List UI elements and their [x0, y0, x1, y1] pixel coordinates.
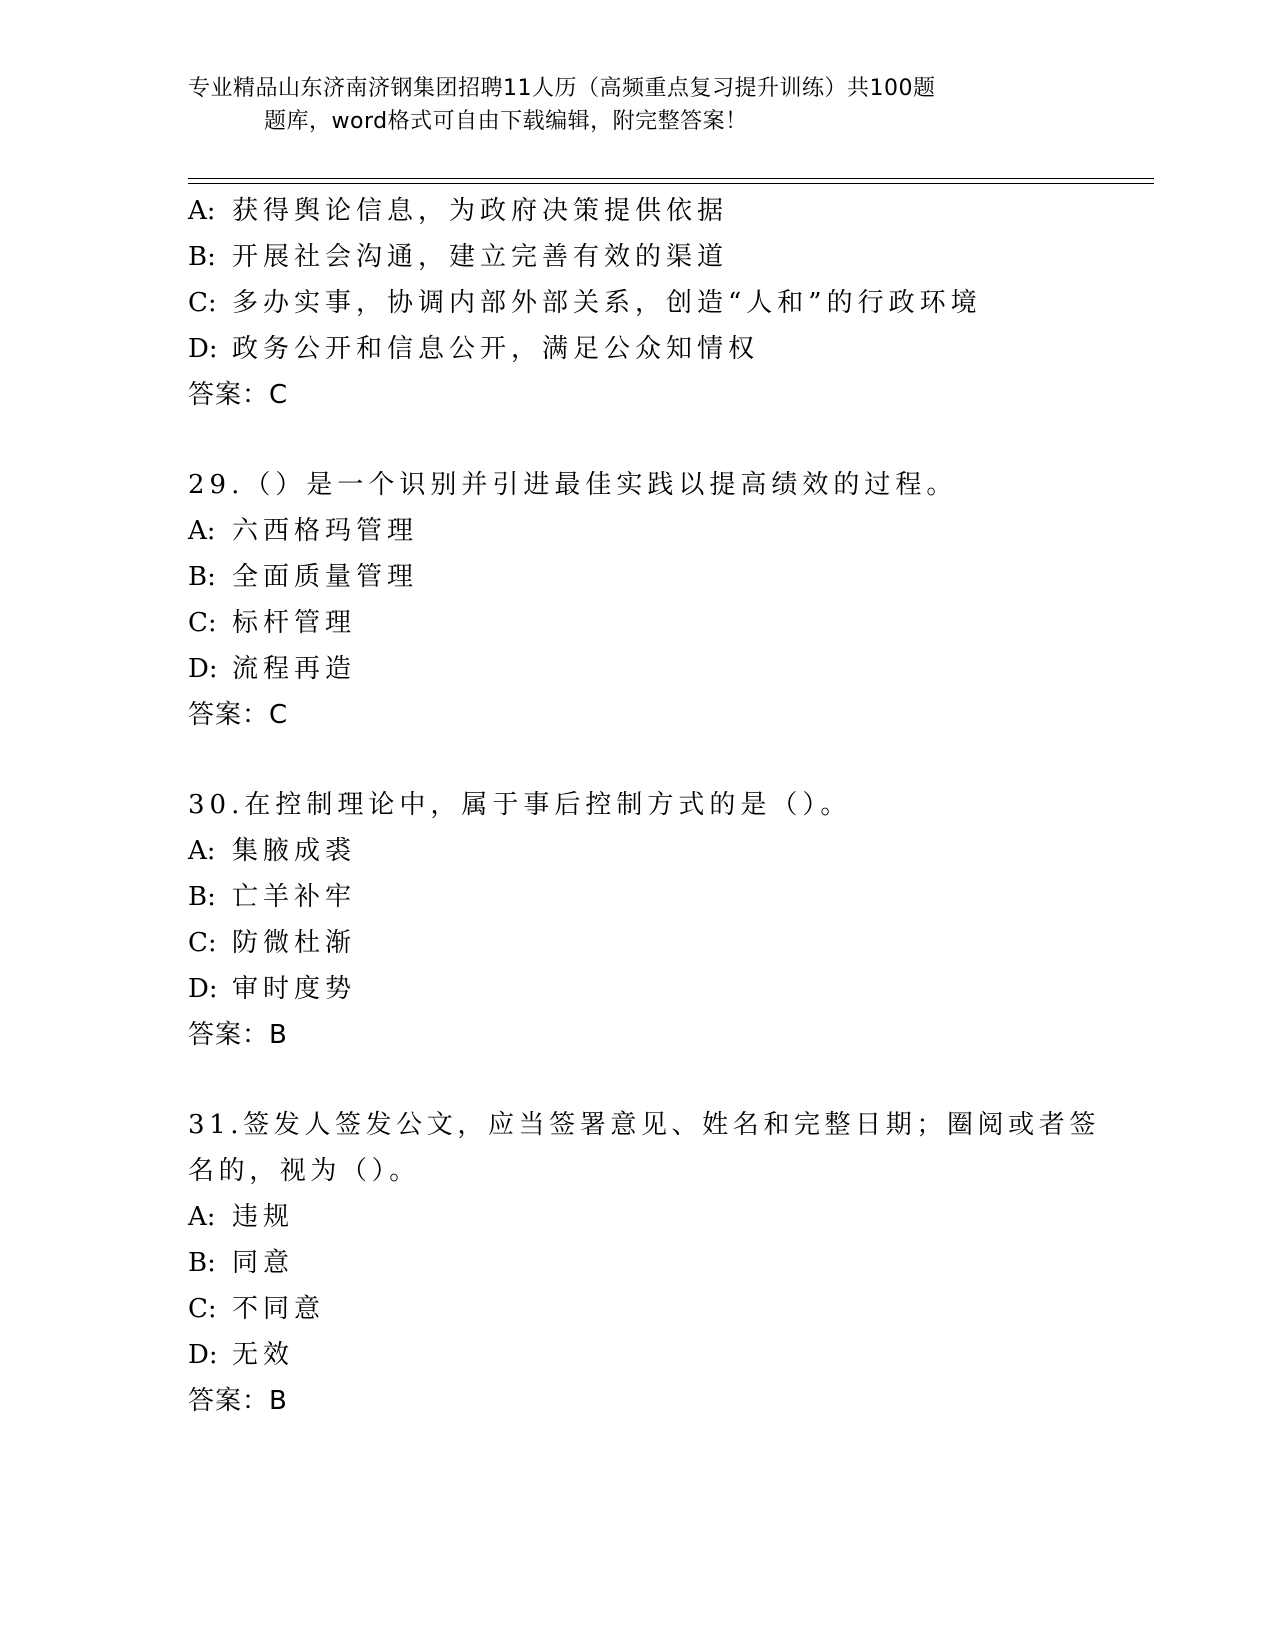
- option-letter: B:: [188, 242, 216, 272]
- option-a: [188, 828, 1108, 874]
- option-a: [188, 1194, 1108, 1240]
- document-body: [188, 188, 1108, 1424]
- option-a: [188, 188, 1108, 234]
- option-letter: D:: [188, 1340, 218, 1370]
- option-letter: A:: [188, 196, 216, 226]
- option-a: [188, 508, 1108, 554]
- option-text: 集腋成裘: [232, 836, 357, 866]
- option-letter: C:: [188, 288, 217, 318]
- option-text: 标杆管理: [232, 608, 357, 638]
- option-letter: B:: [188, 882, 216, 912]
- option-text: 不同意: [232, 1294, 326, 1324]
- option-letter: D:: [188, 654, 218, 684]
- option-text: 亡羊补牢: [232, 882, 357, 912]
- option-text: 多办实事，协调内部外部关系，创造“人和”的行政环境: [232, 288, 982, 318]
- option-text: 六西格玛管理: [232, 516, 419, 546]
- header-title-line1: 专业精品山东济南济钢集团招聘11人历（高频重点复习提升训练）共100题: [188, 76, 936, 101]
- answer-line: 答案：B: [188, 1020, 288, 1050]
- option-letter: C:: [188, 928, 217, 958]
- question-stem: 31.签发人签发公文，应当签署意见、姓名和完整日期；圈阅或者签名的，视为（）。: [188, 1110, 1100, 1186]
- question-stem: 30.在控制理论中，属于事后控制方式的是（）。: [188, 790, 852, 820]
- option-b: [188, 234, 1108, 280]
- option-letter: D:: [188, 974, 218, 1004]
- document-header: [188, 72, 1088, 138]
- answer-line: 答案：C: [188, 380, 289, 410]
- option-d: [188, 326, 1108, 372]
- option-d: [188, 1332, 1108, 1378]
- option-b: [188, 874, 1108, 920]
- option-letter: D:: [188, 334, 218, 364]
- header-divider-bottom: [188, 183, 1154, 184]
- header-title-line2: 题库，word格式可自由下载编辑，附完整答案！: [264, 109, 748, 134]
- header-divider-top: [188, 178, 1154, 179]
- question-block-29: [188, 462, 1108, 738]
- question-block-30: [188, 782, 1108, 1058]
- question-stem: 29.（）是一个识别并引进最佳实践以提高绩效的过程。: [188, 470, 958, 500]
- option-letter: B:: [188, 562, 216, 592]
- option-text: 审时度势: [232, 974, 357, 1004]
- option-c: [188, 280, 1108, 326]
- option-text: 同意: [232, 1248, 295, 1278]
- option-text: 获得舆论信息，为政府决策提供依据: [232, 196, 729, 226]
- option-d: [188, 646, 1108, 692]
- option-text: 无效: [232, 1340, 295, 1370]
- option-letter: C:: [188, 1294, 217, 1324]
- option-b: [188, 1240, 1108, 1286]
- option-letter: B:: [188, 1248, 216, 1278]
- question-block-28: [188, 188, 1108, 418]
- answer-line: 答案：B: [188, 1386, 288, 1416]
- answer-line: 答案：C: [188, 700, 289, 730]
- question-block-31: [188, 1102, 1108, 1424]
- option-text: 开展社会沟通，建立完善有效的渠道: [232, 242, 729, 272]
- option-letter: A:: [188, 516, 216, 546]
- option-d: [188, 966, 1108, 1012]
- option-letter: C:: [188, 608, 217, 638]
- option-letter: A:: [188, 1202, 216, 1232]
- option-b: [188, 554, 1108, 600]
- option-text: 违规: [232, 1202, 295, 1232]
- option-c: [188, 920, 1108, 966]
- option-text: 政务公开和信息公开，满足公众知情权: [232, 334, 760, 364]
- option-c: [188, 600, 1108, 646]
- option-text: 全面质量管理: [232, 562, 419, 592]
- option-text: 防微杜渐: [232, 928, 357, 958]
- option-letter: A:: [188, 836, 216, 866]
- option-c: [188, 1286, 1108, 1332]
- option-text: 流程再造: [232, 654, 357, 684]
